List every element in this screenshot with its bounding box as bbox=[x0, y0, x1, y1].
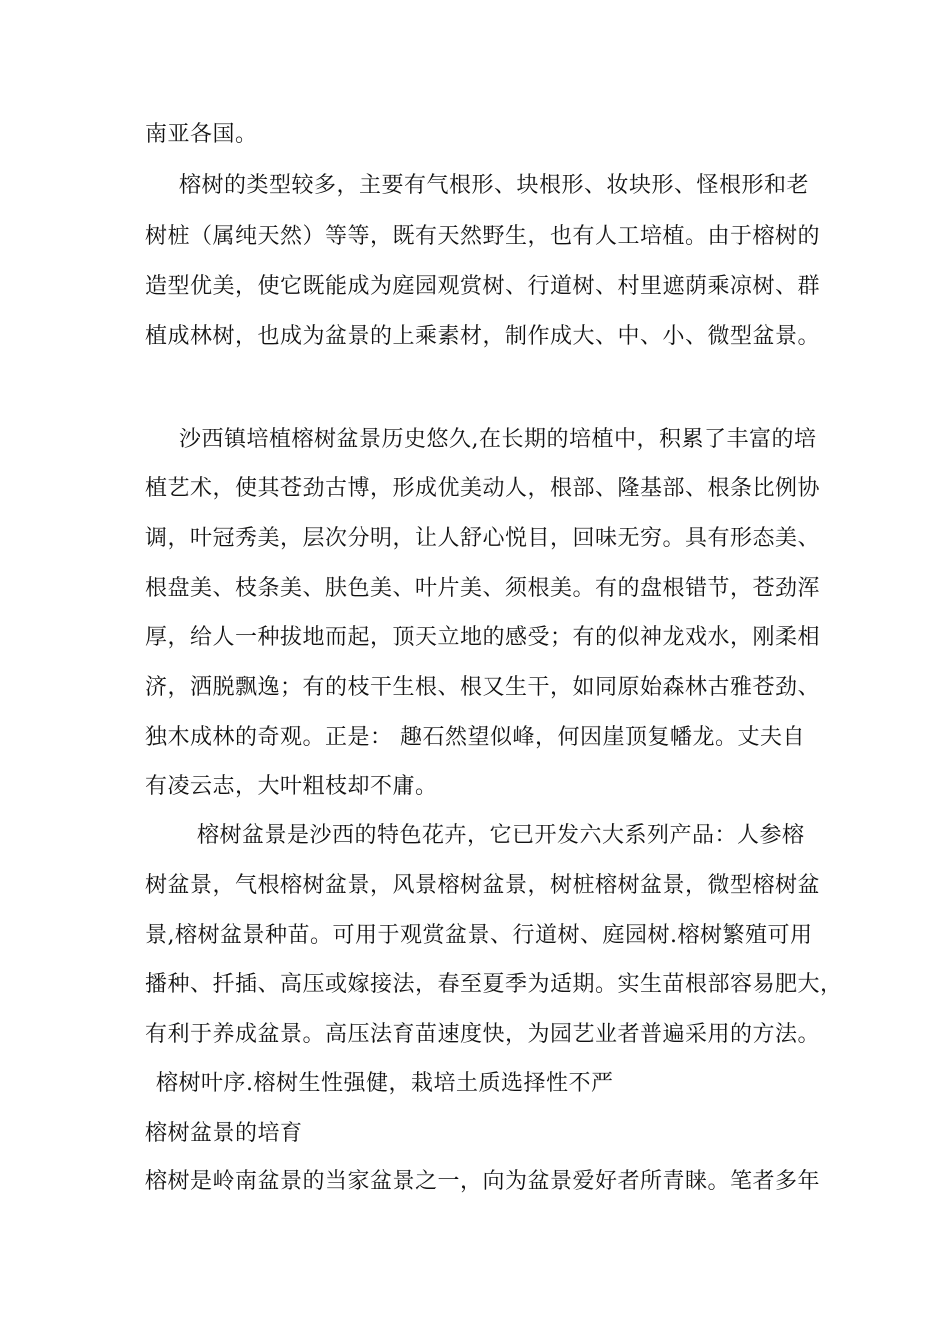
paragraph-first-line: 沙西镇培植榕树盆景历史悠久,在长期的培植中，积累了丰富的培 bbox=[179, 427, 817, 452]
text-line: 景,榕树盆景种苗。可用于观赏盆景、行道树、庭园树.榕树繁殖可用 bbox=[145, 923, 813, 948]
text-line: 有凌云志，大叶粗枝却不庸。 bbox=[145, 774, 438, 799]
text-line: 植艺术，使其苍劲古博，形成优美动人，根部、隆基部、根条比例协 bbox=[145, 476, 821, 501]
text-line: 独木成林的奇观。正是： 趣石然望似峰，何因崖顶复幡龙。丈夫自 bbox=[145, 725, 805, 750]
text-line: 济，洒脱飘逸；有的枝干生根、根又生干，如同原始森林古雅苍劲、 bbox=[145, 675, 821, 700]
paragraph-first-line: 榕树的类型较多，主要有气根形、块根形、妆块形、怪根形和老 bbox=[179, 173, 810, 198]
text-line: 造型优美，使它既能成为庭园观赏树、行道树、村里遮荫乘凉树、群 bbox=[145, 274, 821, 299]
text-line: 调，叶冠秀美，层次分明，让人舒心悦目，回味无穷。具有形态美、 bbox=[145, 526, 821, 551]
text-line: 植成林树，也成为盆景的上乘素材，制作成大、中、小、微型盆景。 bbox=[145, 324, 821, 349]
text-line: 有利于养成盆景。高压法育苗速度快，为园艺业者普遍采用的方法。 bbox=[145, 1022, 821, 1047]
text-line: 树桩（属纯天然）等等，既有天然野生，也有人工培植。由于榕树的 bbox=[145, 224, 821, 249]
text-line: 树盆景，气根榕树盆景，风景榕树盆景，树桩榕树盆景，微型榕树盆 bbox=[145, 873, 821, 898]
text-line: 厚，给人一种拔地而起，顶天立地的感受；有的似神龙戏水，刚柔相 bbox=[145, 625, 821, 650]
paragraph-first-line: 榕树盆景是沙西的特色花卉，它已开发六大系列产品：人参榕 bbox=[197, 823, 805, 848]
text-line: 南亚各国。 bbox=[145, 122, 258, 147]
text-line: 播种、扦插、高压或嫁接法，春至夏季为适期。实生苗根部容易肥大， bbox=[145, 972, 843, 997]
text-line: 根盘美、枝条美、肤色美、叶片美、须根美。有的盘根错节，苍劲浑 bbox=[145, 576, 821, 601]
section-heading: 榕树盆景的培育 bbox=[145, 1121, 303, 1146]
text-line: 榕树是岭南盆景的当家盆景之一，向为盆景爱好者所青睐。笔者多年 bbox=[145, 1169, 821, 1194]
text-line: 榕树叶序.榕树生性强健，栽培土质选择性不严 bbox=[156, 1071, 614, 1096]
